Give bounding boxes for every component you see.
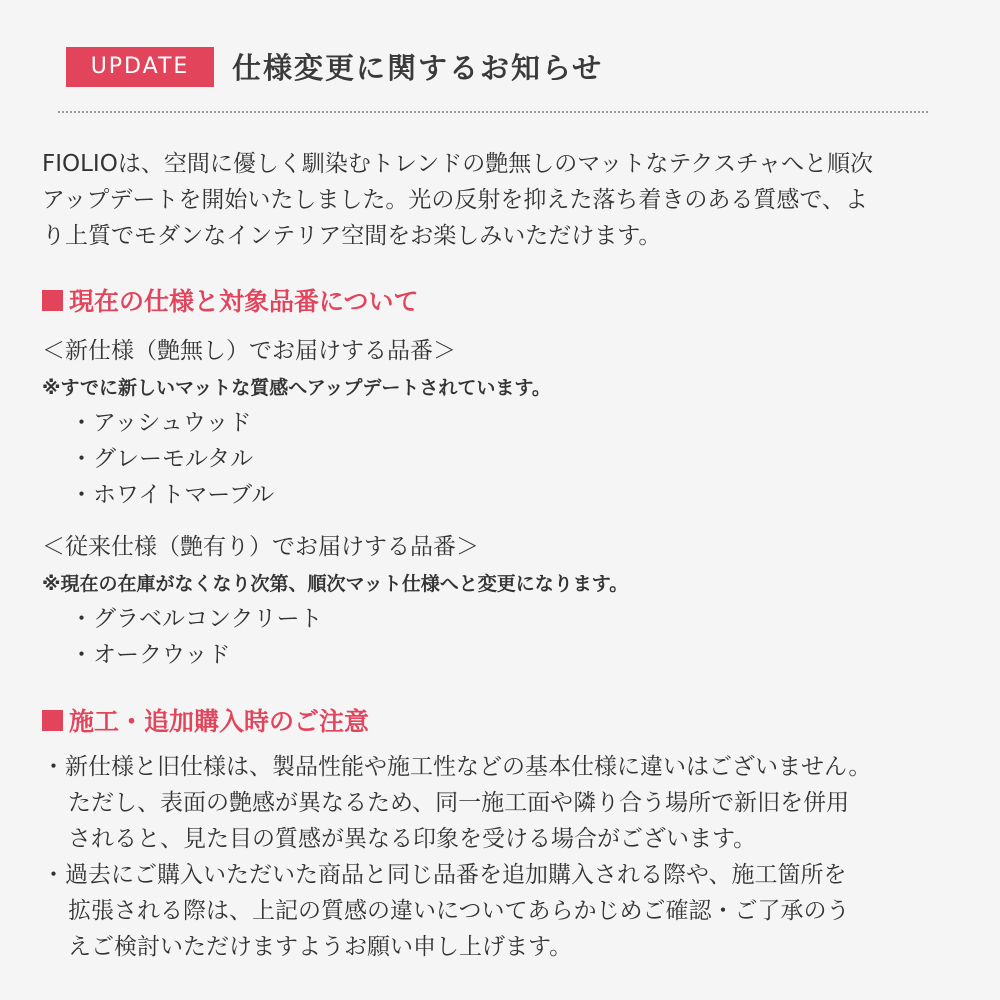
intro-line: アップデートを開始いたしました。光の反射を抑えた落ち着きのある質感で、よ [42,187,868,213]
list-item: ・オークウッド [70,642,231,668]
bullet-line: ・過去にご購入いただいた商品と同じ品番を追加購入される際や、施工箇所を [42,862,847,888]
new-spec-title: ＜新仕様（艶無し）でお届けする品番＞ [42,338,456,364]
dotted-divider [58,111,928,113]
bullet-line: ・新仕様と旧仕様は、製品性能や施工性などの基本仕様に違いはございません。 [42,754,872,780]
section-heading-caution [42,702,369,738]
section-heading-current-spec [42,282,419,318]
bullet-line: 拡張される際は、上記の質感の違いについてあらかじめご確認・ご了承のう [68,898,850,924]
bullet-line: されると、見た目の質感が異なる印象を受ける場合がございます。 [68,826,757,852]
header [66,46,603,87]
section-heading-text: 現在の仕様と対象品番について [69,287,419,316]
square-bullet-icon [42,290,63,311]
intro-paragraph [42,146,962,254]
bullet-line: ただし、表面の艶感が異なるため、同一施工面や隣り合う場所で新旧を併用 [68,790,850,816]
list-item: ・グラベルコンクリート [70,606,323,632]
caution-bullet-1 [42,749,871,857]
square-bullet-icon [42,710,63,731]
new-spec-note: ※すでに新しいマットな質感へアップデートされています。 [42,377,551,399]
caution-bullet-2 [42,857,850,965]
list-item: ・アッシュウッド [70,410,252,436]
old-spec-title: ＜従来仕様（艶有り）でお届けする品番＞ [42,534,479,560]
update-badge: UPDATE [66,47,214,87]
bullet-line: えご検討いただけますようお願い申し上げます。 [68,934,573,960]
page-title: 仕様変更に関するお知らせ [232,51,604,85]
intro-line: FIOLIOは、空間に優しく馴染むトレンドの艶無しのマットなテクスチャへと順次 [42,151,874,177]
list-item: ・ホワイトマーブル [70,482,275,508]
intro-line: り上質でモダンなインテリア空間をお楽しみいただけます。 [42,223,662,249]
old-spec-note: ※現在の在庫がなくなり次第、順次マット仕様へと変更になります。 [42,573,629,595]
section-heading-text: 施工・追加購入時のご注意 [69,707,370,736]
list-item: ・グレーモルタル [70,446,254,472]
